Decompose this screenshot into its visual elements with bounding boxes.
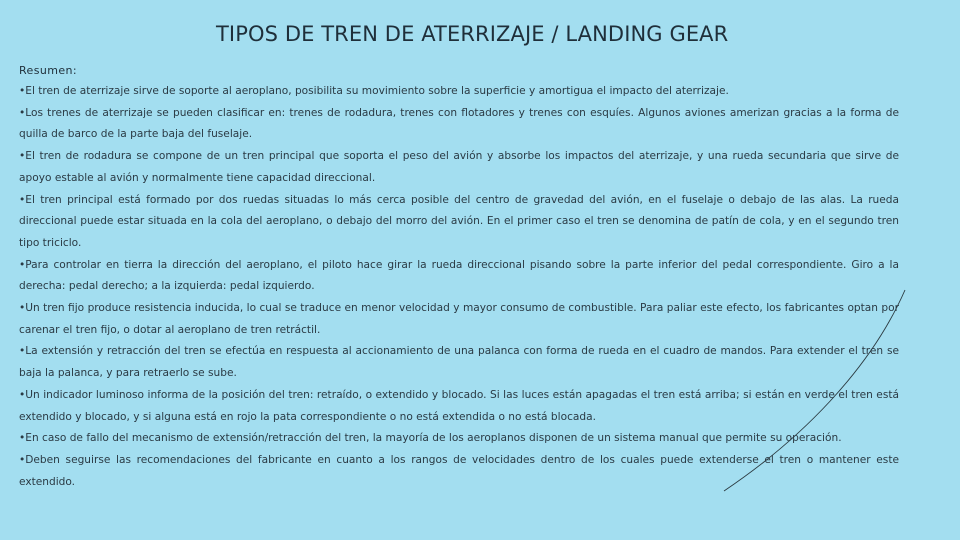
bullet-icon: • xyxy=(19,258,26,271)
bullet-icon: • xyxy=(19,453,26,466)
paragraph-text: En caso de fallo del mecanismo de extensión/retracción del tren, la mayoría de los aeroplanos disponen de un sistema manual que permite su operación. xyxy=(25,432,842,445)
paragraph xyxy=(19,255,899,298)
paragraph-text: Deben seguirse las recomendaciones del fabricante en cuanto a los rangos de velocidades dentro de los cuales puede extenderse el tren o mantener este extendido. xyxy=(19,453,899,488)
paragraph-text: La extensión y retracción del tren se efectúa en respuesta al accionamiento de una palanca con forma de rueda en el cuadro de mandos. Para extender el tren se baja la palanca, y para retraerlo se sube. xyxy=(19,345,899,380)
summary-body xyxy=(19,81,899,493)
bullet-icon: • xyxy=(19,345,26,358)
paragraph xyxy=(19,81,899,103)
paragraph xyxy=(19,103,899,146)
paragraph-text: El tren principal está formado por dos ruedas situadas lo más cerca posible del centro de gravedad del avión, en el fuselaje o debajo de las alas. La rueda direccional puede estar situada en la cola del aeroplano, o debajo del morro del avión. En el primer caso el tren se denomina de patín de cola, y en el segundo tren tipo triciclo. xyxy=(19,193,899,249)
bullet-icon: • xyxy=(19,302,26,315)
bullet-icon: • xyxy=(19,106,26,119)
bullet-icon: • xyxy=(19,150,26,163)
slide-title: TIPOS DE TREN DE ATERRIZAJE / LANDING GEAR xyxy=(216,22,729,46)
paragraph-text: El tren de rodadura se compone de un tren principal que soporta el peso del avión y absorbe los impactos del aterrizaje, y una rueda secundaria que sirve de apoyo estable al avión y normalmente tiene capacidad direccional. xyxy=(19,150,899,184)
paragraph xyxy=(19,428,899,450)
paragraph-text: Un indicador luminoso informa de la posición del tren: retraído, o extendido y blocado. Si las luces están apagadas el tren está arriba; si están en verde el tren está extendido y blocado, y si alguna está en rojo la pata correspondiente o no está extendida o no está blocada. xyxy=(19,388,899,423)
bullet-icon: • xyxy=(19,85,26,97)
paragraph xyxy=(19,450,899,493)
bullet-icon: • xyxy=(19,193,26,206)
paragraph xyxy=(19,146,899,189)
summary-label: Resumen: xyxy=(19,64,77,77)
paragraph xyxy=(19,385,899,428)
paragraph-text: Un tren fijo produce resistencia inducida, lo cual se traduce en menor velocidad y mayor consumo de combustible. Para paliar este efecto, los fabricantes optan por carenar el tren fijo, o dotar al aeroplano de tren retráctil. xyxy=(19,302,899,336)
paragraph xyxy=(19,298,899,341)
bullet-icon: • xyxy=(19,432,26,445)
paragraph xyxy=(19,190,899,255)
paragraph-text: Para controlar en tierra la dirección del aeroplano, el piloto hace girar la rueda direccional pisando sobre la parte inferior del pedal correspondiente. Giro a la derecha: pedal derecho; a la izquierda: pedal izquierdo. xyxy=(19,258,899,293)
paragraph-text: El tren de aterrizaje sirve de soporte al aeroplano, posibilita su movimiento sobre la superficie y amortigua el impacto del aterrizaje. xyxy=(25,85,729,97)
paragraph xyxy=(19,341,899,384)
bullet-icon: • xyxy=(19,388,26,401)
paragraph-text: Los trenes de aterrizaje se pueden clasificar en: trenes de rodadura, trenes con flotadores y trenes con esquíes. Algunos aviones amerizan gracias a la forma de quilla de barco de la parte baja del fuselaje. xyxy=(19,106,899,141)
